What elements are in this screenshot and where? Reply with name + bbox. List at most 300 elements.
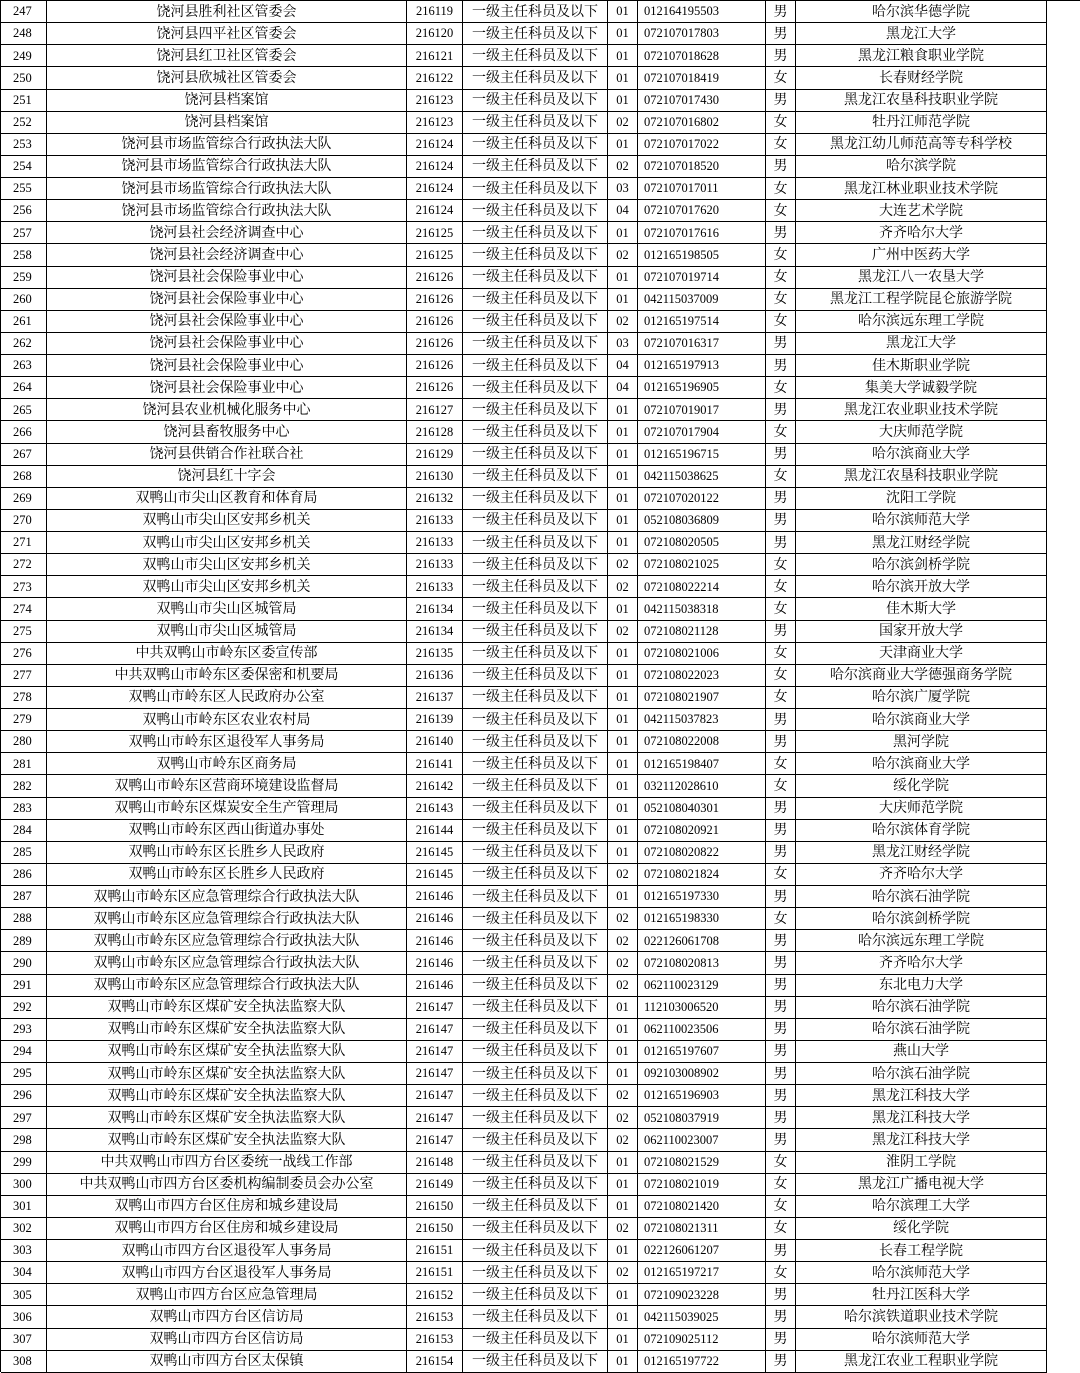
row-number-cell: 260 — [1, 289, 47, 311]
organization-cell: 双鸭山市岭东区煤矿安全执法监察大队 — [47, 1019, 407, 1041]
position-code-cell: 216132 — [407, 488, 463, 510]
gender-cell: 男 — [766, 488, 796, 510]
organization-cell: 双鸭山市岭东区营商环境建设监督局 — [47, 775, 407, 797]
rank-cell: 一级主任科员及以下 — [463, 333, 608, 355]
school-cell: 黑龙江农垦科技职业学院 — [796, 466, 1047, 488]
school-cell: 绥化学院 — [796, 775, 1047, 797]
gender-cell: 女 — [766, 267, 796, 289]
school-cell: 集美大学诚毅学院 — [796, 377, 1047, 399]
organization-cell: 双鸭山市岭东区煤炭安全生产管理局 — [47, 798, 407, 820]
organization-cell: 双鸭山市四方台区太保镇 — [47, 1351, 407, 1373]
ticket-number-cell: 072107020122 — [638, 488, 766, 510]
organization-cell: 饶河县社会经济调查中心 — [47, 244, 407, 266]
rank-cell: 一级主任科员及以下 — [463, 1, 608, 23]
position-seq-cell: 01 — [608, 643, 638, 665]
gender-cell: 女 — [766, 112, 796, 134]
row-number-cell: 279 — [1, 709, 47, 731]
position-seq-cell: 01 — [608, 1196, 638, 1218]
rank-cell: 一级主任科员及以下 — [463, 753, 608, 775]
gender-cell: 男 — [766, 222, 796, 244]
gender-cell: 女 — [766, 377, 796, 399]
position-code-cell: 216147 — [407, 1041, 463, 1063]
gender-cell: 男 — [766, 1063, 796, 1085]
row-number-cell: 295 — [1, 1063, 47, 1085]
row-number-cell: 307 — [1, 1329, 47, 1351]
position-code-cell: 216124 — [407, 200, 463, 222]
row-number-cell: 248 — [1, 23, 47, 45]
gender-cell: 男 — [766, 532, 796, 554]
rank-cell: 一级主任科员及以下 — [463, 466, 608, 488]
position-seq-cell: 01 — [608, 731, 638, 753]
position-seq-cell: 01 — [608, 267, 638, 289]
school-cell: 黑龙江大学 — [796, 23, 1047, 45]
organization-cell: 饶河县红十字会 — [47, 466, 407, 488]
row-number-cell: 262 — [1, 333, 47, 355]
school-cell: 长春工程学院 — [796, 1240, 1047, 1262]
gender-cell: 男 — [766, 997, 796, 1019]
rank-cell: 一级主任科员及以下 — [463, 775, 608, 797]
rank-cell: 一级主任科员及以下 — [463, 532, 608, 554]
position-code-cell: 216147 — [407, 1107, 463, 1129]
ticket-number-cell: 072108020822 — [638, 842, 766, 864]
gender-cell: 女 — [766, 311, 796, 333]
organization-cell: 双鸭山市岭东区煤矿安全执法监察大队 — [47, 997, 407, 1019]
gender-cell: 女 — [766, 1262, 796, 1284]
rank-cell: 一级主任科员及以下 — [463, 1152, 608, 1174]
row-number-cell: 296 — [1, 1085, 47, 1107]
position-code-cell: 216146 — [407, 975, 463, 997]
gender-cell: 男 — [766, 1306, 796, 1328]
rank-cell: 一级主任科员及以下 — [463, 997, 608, 1019]
organization-cell: 双鸭山市尖山区安邦乡机关 — [47, 576, 407, 598]
rank-cell: 一级主任科员及以下 — [463, 886, 608, 908]
position-seq-cell: 02 — [608, 112, 638, 134]
organization-cell: 饶河县社会保险事业中心 — [47, 289, 407, 311]
rank-cell: 一级主任科员及以下 — [463, 399, 608, 421]
row-number-cell: 264 — [1, 377, 47, 399]
position-code-cell: 216126 — [407, 377, 463, 399]
position-seq-cell: 01 — [608, 289, 638, 311]
gender-cell: 男 — [766, 1329, 796, 1351]
row-number-cell: 265 — [1, 399, 47, 421]
ticket-number-cell: 072108022214 — [638, 576, 766, 598]
position-seq-cell: 01 — [608, 510, 638, 532]
rank-cell: 一级主任科员及以下 — [463, 1129, 608, 1151]
school-cell: 黑龙江科技大学 — [796, 1129, 1047, 1151]
position-code-cell: 216133 — [407, 532, 463, 554]
position-code-cell: 216153 — [407, 1306, 463, 1328]
row-number-cell: 258 — [1, 244, 47, 266]
position-code-cell: 216130 — [407, 466, 463, 488]
position-code-cell: 216119 — [407, 1, 463, 23]
school-cell: 哈尔滨商业大学 — [796, 709, 1047, 731]
organization-cell: 双鸭山市尖山区安邦乡机关 — [47, 510, 407, 532]
school-cell: 哈尔滨石油学院 — [796, 886, 1047, 908]
position-code-cell: 216150 — [407, 1218, 463, 1240]
position-seq-cell: 02 — [608, 952, 638, 974]
ticket-number-cell: 052108036809 — [638, 510, 766, 532]
organization-cell: 双鸭山市岭东区煤矿安全执法监察大队 — [47, 1129, 407, 1151]
gender-cell: 男 — [766, 621, 796, 643]
position-code-cell: 216126 — [407, 333, 463, 355]
position-code-cell: 216136 — [407, 665, 463, 687]
organization-cell: 双鸭山市尖山区安邦乡机关 — [47, 554, 407, 576]
row-number-cell: 271 — [1, 532, 47, 554]
position-code-cell: 216145 — [407, 842, 463, 864]
position-code-cell: 216122 — [407, 67, 463, 89]
position-seq-cell: 01 — [608, 90, 638, 112]
position-seq-cell: 01 — [608, 709, 638, 731]
rank-cell: 一级主任科员及以下 — [463, 731, 608, 753]
school-cell: 牡丹江医科大学 — [796, 1284, 1047, 1306]
position-seq-cell: 01 — [608, 1019, 638, 1041]
row-number-cell: 293 — [1, 1019, 47, 1041]
school-cell: 哈尔滨铁道职业技术学院 — [796, 1306, 1047, 1328]
ticket-number-cell: 072107018419 — [638, 67, 766, 89]
row-number-cell: 268 — [1, 466, 47, 488]
position-seq-cell: 01 — [608, 1306, 638, 1328]
organization-cell: 双鸭山市四方台区住房和城乡建设局 — [47, 1196, 407, 1218]
gender-cell: 女 — [766, 1152, 796, 1174]
gender-cell: 女 — [766, 665, 796, 687]
ticket-number-cell: 012165196715 — [638, 444, 766, 466]
position-seq-cell: 04 — [608, 377, 638, 399]
organization-cell: 双鸭山市四方台区退役军人事务局 — [47, 1240, 407, 1262]
position-seq-cell: 01 — [608, 1, 638, 23]
ticket-number-cell: 072107017803 — [638, 23, 766, 45]
position-code-cell: 216123 — [407, 90, 463, 112]
ticket-number-cell: 072108021006 — [638, 643, 766, 665]
position-seq-cell: 02 — [608, 244, 638, 266]
position-code-cell: 216140 — [407, 731, 463, 753]
rank-cell: 一级主任科员及以下 — [463, 1240, 608, 1262]
gender-cell: 女 — [766, 598, 796, 620]
ticket-number-cell: 062110023506 — [638, 1019, 766, 1041]
position-code-cell: 216147 — [407, 1129, 463, 1151]
rank-cell: 一级主任科员及以下 — [463, 820, 608, 842]
gender-cell: 女 — [766, 244, 796, 266]
ticket-number-cell: 072107017430 — [638, 90, 766, 112]
position-seq-cell: 02 — [608, 621, 638, 643]
organization-cell: 饶河县四平社区管委会 — [47, 23, 407, 45]
school-cell: 哈尔滨商业大学 — [796, 753, 1047, 775]
position-seq-cell: 01 — [608, 1351, 638, 1373]
organization-cell: 双鸭山市岭东区长胜乡人民政府 — [47, 864, 407, 886]
rank-cell: 一级主任科员及以下 — [463, 1041, 608, 1063]
organization-cell: 饶河县供销合作社联合社 — [47, 444, 407, 466]
ticket-number-cell: 072108022008 — [638, 731, 766, 753]
gender-cell: 女 — [766, 134, 796, 156]
school-cell: 哈尔滨石油学院 — [796, 1063, 1047, 1085]
school-cell: 哈尔滨理工大学 — [796, 1196, 1047, 1218]
position-code-cell: 216153 — [407, 1329, 463, 1351]
organization-cell: 双鸭山市岭东区西山街道办事处 — [47, 820, 407, 842]
gender-cell: 女 — [766, 643, 796, 665]
row-number-cell: 254 — [1, 156, 47, 178]
organization-cell: 饶河县社会保险事业中心 — [47, 355, 407, 377]
position-seq-cell: 01 — [608, 775, 638, 797]
ticket-number-cell: 012165197913 — [638, 355, 766, 377]
position-seq-cell: 01 — [608, 798, 638, 820]
rank-cell: 一级主任科员及以下 — [463, 975, 608, 997]
row-number-cell: 281 — [1, 753, 47, 775]
rank-cell: 一级主任科员及以下 — [463, 156, 608, 178]
rank-cell: 一级主任科员及以下 — [463, 1306, 608, 1328]
ticket-number-cell: 042115039025 — [638, 1306, 766, 1328]
position-seq-cell: 01 — [608, 842, 638, 864]
rank-cell: 一级主任科员及以下 — [463, 1063, 608, 1085]
ticket-number-cell: 112103006520 — [638, 997, 766, 1019]
rank-cell: 一级主任科员及以下 — [463, 355, 608, 377]
row-number-cell: 263 — [1, 355, 47, 377]
position-seq-cell: 02 — [608, 156, 638, 178]
gender-cell: 男 — [766, 1351, 796, 1373]
row-number-cell: 298 — [1, 1129, 47, 1151]
school-cell: 东北电力大学 — [796, 975, 1047, 997]
organization-cell: 双鸭山市四方台区住房和城乡建设局 — [47, 1218, 407, 1240]
rank-cell: 一级主任科员及以下 — [463, 598, 608, 620]
organization-cell: 双鸭山市四方台区退役军人事务局 — [47, 1262, 407, 1284]
school-cell: 齐齐哈尔大学 — [796, 952, 1047, 974]
organization-cell: 中共双鸭山市四方台区委统一战线工作部 — [47, 1152, 407, 1174]
ticket-number-cell: 012165198505 — [638, 244, 766, 266]
position-seq-cell: 02 — [608, 1129, 638, 1151]
position-code-cell: 216126 — [407, 267, 463, 289]
organization-cell: 双鸭山市尖山区安邦乡机关 — [47, 532, 407, 554]
position-seq-cell: 01 — [608, 665, 638, 687]
ticket-number-cell: 012165197514 — [638, 311, 766, 333]
ticket-number-cell: 072108021420 — [638, 1196, 766, 1218]
position-code-cell: 216126 — [407, 289, 463, 311]
organization-cell: 饶河县社会保险事业中心 — [47, 311, 407, 333]
rank-cell: 一级主任科员及以下 — [463, 444, 608, 466]
row-number-cell: 305 — [1, 1284, 47, 1306]
position-seq-cell: 02 — [608, 1218, 638, 1240]
school-cell: 黑龙江农垦科技职业学院 — [796, 90, 1047, 112]
rank-cell: 一级主任科员及以下 — [463, 1174, 608, 1196]
position-code-cell: 216142 — [407, 775, 463, 797]
position-code-cell: 216144 — [407, 820, 463, 842]
rank-cell: 一级主任科员及以下 — [463, 1019, 608, 1041]
organization-cell: 中共双鸭山市四方台区委机构编制委员会办公室 — [47, 1174, 407, 1196]
ticket-number-cell: 072108021128 — [638, 621, 766, 643]
organization-cell: 饶河县社会保险事业中心 — [47, 377, 407, 399]
row-number-cell: 302 — [1, 1218, 47, 1240]
school-cell: 黑龙江大学 — [796, 333, 1047, 355]
gender-cell: 男 — [766, 1085, 796, 1107]
position-seq-cell: 02 — [608, 576, 638, 598]
position-seq-cell: 01 — [608, 444, 638, 466]
position-code-cell: 216150 — [407, 1196, 463, 1218]
gender-cell: 女 — [766, 466, 796, 488]
ticket-number-cell: 072107017022 — [638, 134, 766, 156]
position-code-cell: 216133 — [407, 510, 463, 532]
school-cell: 哈尔滨石油学院 — [796, 1019, 1047, 1041]
ticket-number-cell: 072108021019 — [638, 1174, 766, 1196]
organization-cell: 双鸭山市岭东区商务局 — [47, 753, 407, 775]
rank-cell: 一级主任科员及以下 — [463, 377, 608, 399]
gender-cell: 男 — [766, 1019, 796, 1041]
position-seq-cell: 02 — [608, 1107, 638, 1129]
rank-cell: 一级主任科员及以下 — [463, 864, 608, 886]
gender-cell: 女 — [766, 289, 796, 311]
rank-cell: 一级主任科员及以下 — [463, 134, 608, 156]
organization-cell: 饶河县社会保险事业中心 — [47, 333, 407, 355]
school-cell: 哈尔滨师范大学 — [796, 1329, 1047, 1351]
position-code-cell: 216147 — [407, 997, 463, 1019]
position-code-cell: 216151 — [407, 1240, 463, 1262]
rank-cell: 一级主任科员及以下 — [463, 554, 608, 576]
position-seq-cell: 02 — [608, 554, 638, 576]
school-cell: 哈尔滨师范大学 — [796, 510, 1047, 532]
ticket-number-cell: 022126061708 — [638, 930, 766, 952]
school-cell: 天津商业大学 — [796, 643, 1047, 665]
gender-cell: 女 — [766, 687, 796, 709]
gender-cell: 女 — [766, 178, 796, 200]
position-code-cell: 216134 — [407, 621, 463, 643]
school-cell: 佳木斯大学 — [796, 598, 1047, 620]
ticket-number-cell: 072108021311 — [638, 1218, 766, 1240]
school-cell: 大连艺术学院 — [796, 200, 1047, 222]
gender-cell: 男 — [766, 1, 796, 23]
position-seq-cell: 01 — [608, 466, 638, 488]
gender-cell: 男 — [766, 355, 796, 377]
organization-cell: 双鸭山市岭东区长胜乡人民政府 — [47, 842, 407, 864]
position-code-cell: 216147 — [407, 1085, 463, 1107]
ticket-number-cell: 042115037009 — [638, 289, 766, 311]
ticket-number-cell: 012165196905 — [638, 377, 766, 399]
position-code-cell: 216146 — [407, 952, 463, 974]
organization-cell: 饶河县档案馆 — [47, 112, 407, 134]
gender-cell: 女 — [766, 1196, 796, 1218]
position-seq-cell: 02 — [608, 908, 638, 930]
rank-cell: 一级主任科员及以下 — [463, 90, 608, 112]
school-cell: 哈尔滨华德学院 — [796, 1, 1047, 23]
position-code-cell: 216146 — [407, 930, 463, 952]
row-number-cell: 286 — [1, 864, 47, 886]
gender-cell: 男 — [766, 399, 796, 421]
school-cell: 黑龙江财经学院 — [796, 842, 1047, 864]
school-cell: 哈尔滨学院 — [796, 156, 1047, 178]
row-number-cell: 294 — [1, 1041, 47, 1063]
gender-cell: 男 — [766, 444, 796, 466]
school-cell: 哈尔滨远东理工学院 — [796, 311, 1047, 333]
row-number-cell: 250 — [1, 67, 47, 89]
school-cell: 哈尔滨远东理工学院 — [796, 930, 1047, 952]
ticket-number-cell: 012165198407 — [638, 753, 766, 775]
row-number-cell: 255 — [1, 178, 47, 200]
row-number-cell: 284 — [1, 820, 47, 842]
school-cell: 国家开放大学 — [796, 621, 1047, 643]
position-code-cell: 216135 — [407, 643, 463, 665]
school-cell: 哈尔滨剑桥学院 — [796, 908, 1047, 930]
organization-cell: 双鸭山市岭东区退役军人事务局 — [47, 731, 407, 753]
ticket-number-cell: 062110023129 — [638, 975, 766, 997]
school-cell: 广州中医药大学 — [796, 244, 1047, 266]
position-code-cell: 216124 — [407, 178, 463, 200]
school-cell: 牡丹江师范学院 — [796, 112, 1047, 134]
gender-cell: 女 — [766, 200, 796, 222]
position-seq-cell: 01 — [608, 753, 638, 775]
row-number-cell: 256 — [1, 200, 47, 222]
school-cell: 黑龙江科技大学 — [796, 1107, 1047, 1129]
rank-cell: 一级主任科员及以下 — [463, 908, 608, 930]
position-code-cell: 216129 — [407, 444, 463, 466]
row-number-cell: 304 — [1, 1262, 47, 1284]
ticket-number-cell: 072107017616 — [638, 222, 766, 244]
school-cell: 黑龙江农业工程职业学院 — [796, 1351, 1047, 1373]
position-seq-cell: 02 — [608, 864, 638, 886]
ticket-number-cell: 042115038625 — [638, 466, 766, 488]
gender-cell: 男 — [766, 842, 796, 864]
school-cell: 黑龙江农业职业技术学院 — [796, 399, 1047, 421]
school-cell: 哈尔滨广厦学院 — [796, 687, 1047, 709]
rank-cell: 一级主任科员及以下 — [463, 1329, 608, 1351]
ticket-number-cell: 072107019714 — [638, 267, 766, 289]
ticket-number-cell: 072107016317 — [638, 333, 766, 355]
position-code-cell: 216133 — [407, 554, 463, 576]
position-code-cell: 216125 — [407, 222, 463, 244]
position-seq-cell: 01 — [608, 1240, 638, 1262]
organization-cell: 饶河县档案馆 — [47, 90, 407, 112]
ticket-number-cell: 042115037823 — [638, 709, 766, 731]
gender-cell: 女 — [766, 1174, 796, 1196]
position-seq-cell: 01 — [608, 1284, 638, 1306]
ticket-number-cell: 072107018520 — [638, 156, 766, 178]
gender-cell: 男 — [766, 1041, 796, 1063]
position-seq-cell: 01 — [608, 532, 638, 554]
position-seq-cell: 01 — [608, 1329, 638, 1351]
rank-cell: 一级主任科员及以下 — [463, 709, 608, 731]
position-code-cell: 216137 — [407, 687, 463, 709]
ticket-number-cell: 042115038318 — [638, 598, 766, 620]
position-seq-cell: 01 — [608, 488, 638, 510]
rank-cell: 一级主任科员及以下 — [463, 687, 608, 709]
position-code-cell: 216127 — [407, 399, 463, 421]
organization-cell: 饶河县市场监管综合行政执法大队 — [47, 134, 407, 156]
row-number-cell: 253 — [1, 134, 47, 156]
position-seq-cell: 01 — [608, 421, 638, 443]
row-number-cell: 301 — [1, 1196, 47, 1218]
rank-cell: 一级主任科员及以下 — [463, 643, 608, 665]
organization-cell: 中共双鸭山市岭东区委保密和机要局 — [47, 665, 407, 687]
rank-cell: 一级主任科员及以下 — [463, 178, 608, 200]
gender-cell: 男 — [766, 1240, 796, 1262]
school-cell: 黑龙江粮食职业学院 — [796, 45, 1047, 67]
ticket-number-cell: 072107017620 — [638, 200, 766, 222]
row-number-cell: 272 — [1, 554, 47, 576]
school-cell: 齐齐哈尔大学 — [796, 864, 1047, 886]
gender-cell: 男 — [766, 1284, 796, 1306]
ticket-number-cell: 012164195503 — [638, 1, 766, 23]
position-seq-cell: 01 — [608, 1174, 638, 1196]
school-cell: 哈尔滨商业大学德强商务学院 — [796, 665, 1047, 687]
row-number-cell: 282 — [1, 775, 47, 797]
rank-cell: 一级主任科员及以下 — [463, 222, 608, 244]
ticket-number-cell: 072107018628 — [638, 45, 766, 67]
ticket-number-cell: 072109025112 — [638, 1329, 766, 1351]
rank-cell: 一级主任科员及以下 — [463, 67, 608, 89]
ticket-number-cell: 052108040301 — [638, 798, 766, 820]
position-code-cell: 216148 — [407, 1152, 463, 1174]
ticket-number-cell: 072108020813 — [638, 952, 766, 974]
organization-cell: 双鸭山市岭东区应急管理综合行政执法大队 — [47, 908, 407, 930]
gender-cell: 男 — [766, 975, 796, 997]
rank-cell: 一级主任科员及以下 — [463, 952, 608, 974]
gender-cell: 男 — [766, 45, 796, 67]
organization-cell: 双鸭山市尖山区城管局 — [47, 598, 407, 620]
gender-cell: 男 — [766, 333, 796, 355]
